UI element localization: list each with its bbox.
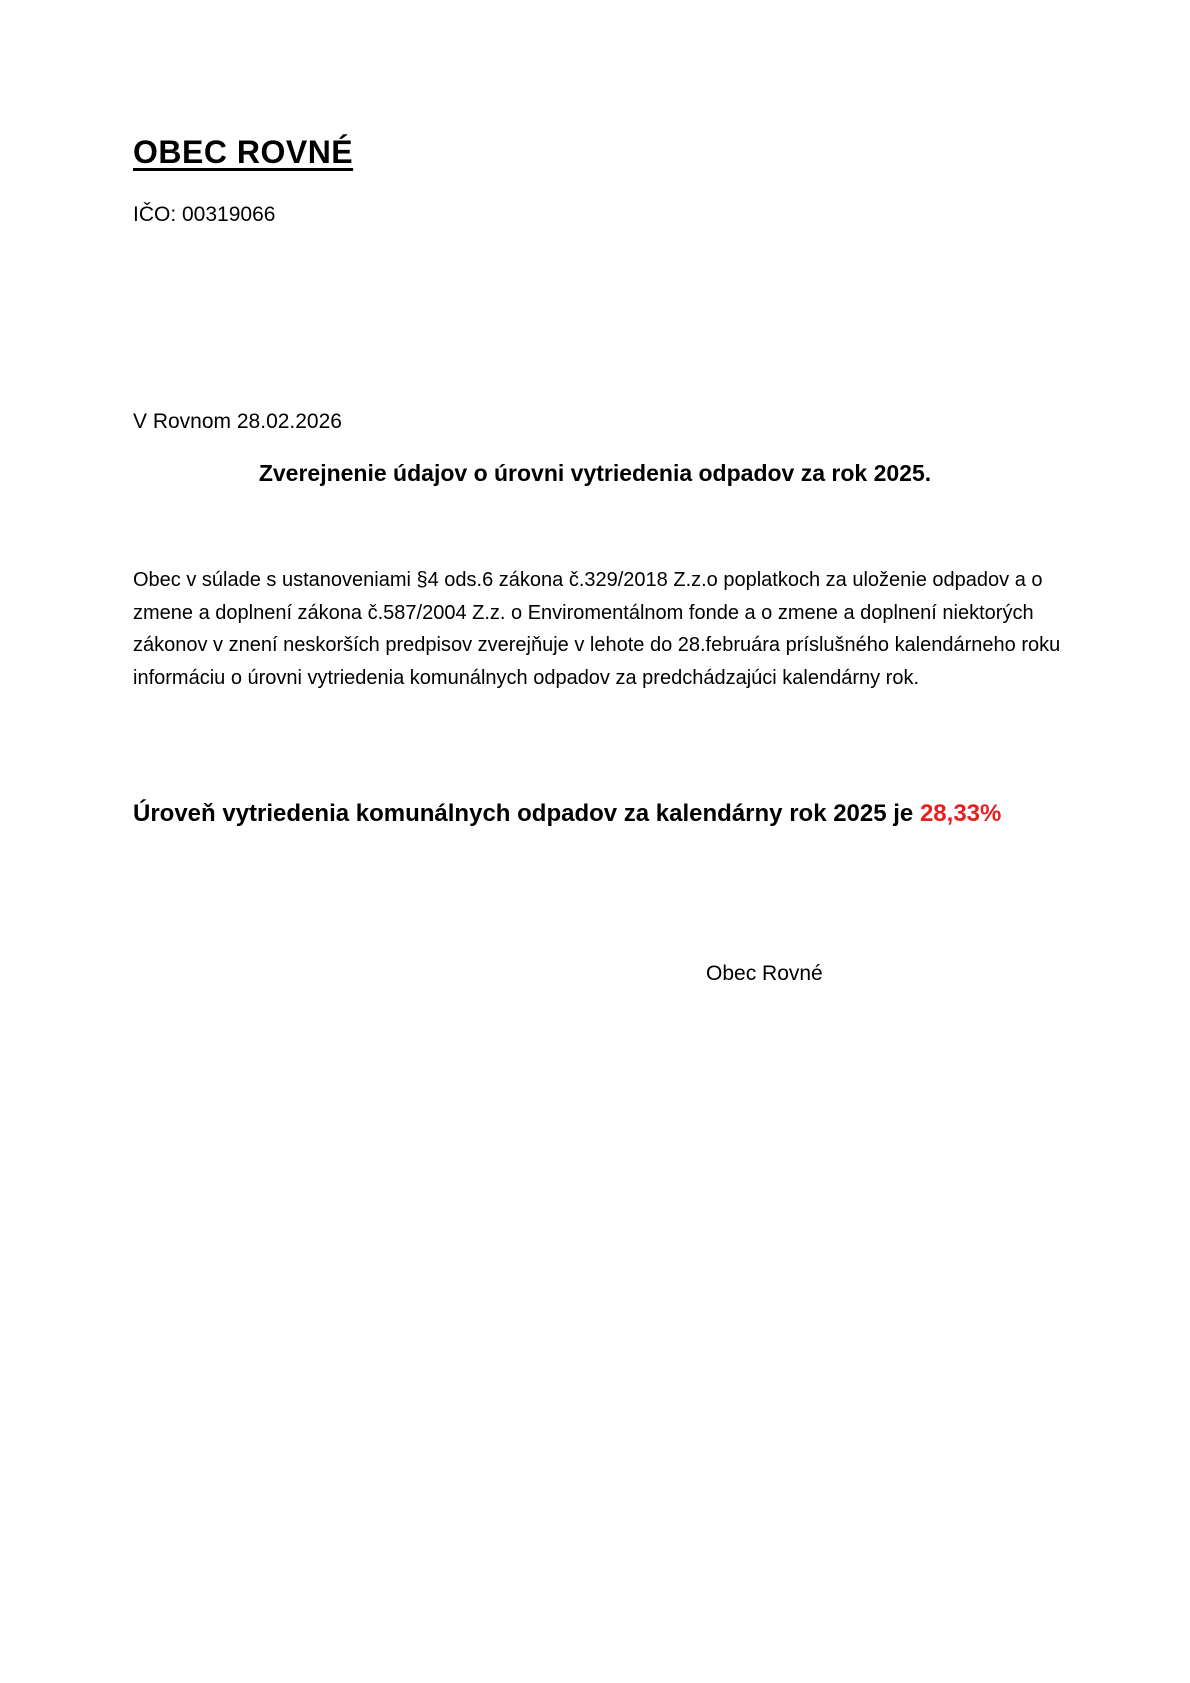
sorting-level-statement [133, 800, 1001, 828]
place-and-date: V Rovnom 28.02.2026 [133, 410, 342, 433]
ico-number: IČO: 00319066 [133, 203, 276, 226]
org-name-heading: OBEC ROVNÉ [133, 134, 354, 170]
legal-paragraph: Obec v súlade s ustanoveniami §4 ods.6 zákona č.329/2018 Z.z.o poplatkoch za uloženie odpadov a o zmene a doplnení zákona č.587/2004 Z.z. o Enviromentálnom fonde a o zmene a doplnení niektorých zákonov v znení neskorších predpisov zverejňuje v lehote do 28.februára príslušného kalendárneho roku informáciu o úrovni vytriedenia komunálnych odpadov za predchádzajúci kalendárny rok. [133, 569, 1061, 689]
signature-name: Obec Rovné [706, 962, 823, 985]
sorting-level-value: 28,33% [919, 800, 1002, 827]
document-title: Zverejnenie údajov o úrovni vytriedenia odpadov za rok 2025. [258, 460, 932, 486]
sorting-level-statement-text: Úroveň vytriedenia komunálnych odpadov za kalendárny rok 2025 je [133, 800, 920, 827]
